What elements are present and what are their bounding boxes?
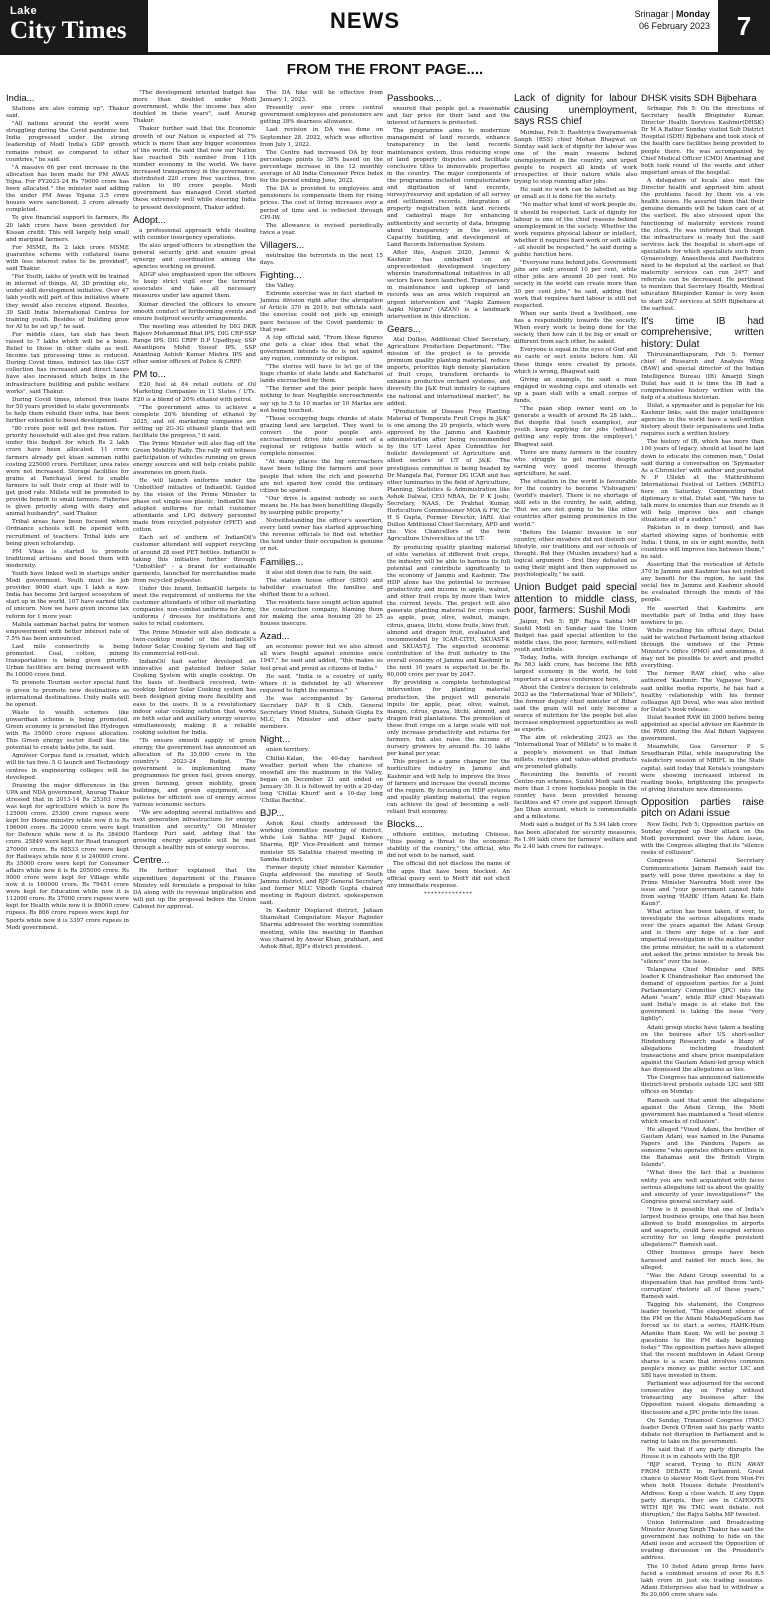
paragraph: the Valley. bbox=[266, 283, 295, 290]
paragraph: "Was the Adani Group essential to a dispensation that has profited from 'anti-corruption' rhetoric all of these years," Ramesh said. bbox=[641, 1272, 764, 1301]
dateline-city: Srinagar bbox=[634, 9, 669, 19]
paragraph: The meeting was attended by DIG DKR Rajeev Mohammad Bhat IPS, DIG CRP SSP Range IPS, DIG CRPF D.P Upadhyay, SSP Awantipora Mohd Yousuf IPS, SSP Anantnag Ashish Kumar Mishra IPS and other senior officers of Police & CRPF. bbox=[133, 323, 256, 366]
paragraph: He was accompanied by General Secretary DAP R S Chib, General Secretary Vinod Mishra, Subash Gupta Ex MLC, Ex Minister and other party members. bbox=[260, 695, 383, 731]
article-heading: Passbooks... bbox=[387, 93, 442, 104]
paragraph: "What does the fact that a business entity you are well acquainted with faces serious allegations tell us about the quality and sincerity of your investigations?" the Congress general secretary said. bbox=[641, 1170, 764, 1205]
paragraph: Ramesh said that amid the allegations against the Adani Group, the Modi government has maintained a "loud silence which smacks of collusion". bbox=[641, 1097, 764, 1125]
paragraph: "Production of Disease Free Planting Material of Temperate Fruit Crops in J&K" is one among the 29 projects, which were approved by the Jammu and Kashmir administration after being recommended by the UT Level Apex Committee for holistic development of Agriculture and allied sectors of UT of J&K. The prestigious committee is being headed by Dr Mangala Rai, Former DG ICAR and has other luminaries in the field of Agriculture, Planning, Statistics & Administration like Ashok Dalwai, CEO NRAA, Dr. P K Joshi, Secretary, NAAS, Dr. Prabhat Kumar, Horticulture Commissioner MOA & FW, Dr. H S Gupta, Former Director, IARI. Atal Dulloo Additional Chief Secretary, APD and the Vice Chancellors of the twin Agriculture Universities of the UT. bbox=[387, 408, 510, 543]
paragraph: "How is it possible that one of India's largest business groups, one that has been allowed to build monopolies in airports and seaports, could have escaped serious scrutiny for so long despite persistent allegations?" Ramesh said. bbox=[641, 1206, 764, 1249]
paragraph: "We are adopting several initiatives and next generation infrastructure for energy transition and security," Oil Minister Hardeep Puri said, adding that the growing energy appetite will be met through a healthy mix of energy sources. bbox=[133, 809, 256, 852]
paragraph: "For Youth, lakhs of youth will be trained in internet of things, AI, 3D printing etc, under skill development initiative. Over 47 lakh youth will part of this initiative where they would also receive stipend. Besides, 30 Skill India International Centres for training youth. Besides of building grow for AI to be set up," he said. bbox=[6, 274, 129, 330]
paragraph: This project is a game changer for the horticulture industry in Jammu and Kashmir and will help to improve the lives of farmers and increase the overall income of the region. By focusing on HDP systems and quality planting material, the region can achieve its goal of becoming a self-reliant fruit economy. bbox=[387, 759, 510, 815]
paragraph: Congress General Secretary Communications Jairam Ramesh said his party will pose three questions a day to Prime Minister Narendra Modi over the issue and "your government cannot hide from saying 'HAHK' (Hum Adani Ke Hain Kaun)". bbox=[641, 858, 764, 907]
paragraph: To give financial support to farmers, Rs 20 lakh crore have been provided for Kissan credit. This will largely help small and marginal farmers. bbox=[6, 215, 129, 243]
paragraph: IndianOil had earlier developed an innovative and patented Indoor Solar Cooking System with single cooktop. On the basis of feedback received, twin-cooktop Indoor Solar Cooking system has been designed giving more flexibility and ease to the users. It is a revolutionary indoor solar cooking solution that works on both solar and auxiliary energy sources simultaneously, making it a reliable cooking solution for India. bbox=[133, 658, 256, 736]
paragraph: He said that if any party disrupts the House it is in cahoots with the BJP. bbox=[641, 1447, 764, 1461]
article-headline: DHSK visits SDH Bijbehara bbox=[641, 93, 757, 104]
paragraph: "BJP scared. Trying to RUN AWAY FROM DEBATE in Parliament. Great chance to skewer Modi Govt from Mon-Fri when both Houses debate President's Address. Keep a close watch. If any Oppn party disrupts, they are in CAHOOTS WITH BJP. We TMC want debate, not disruption," the Rajya Sabha MP tweeted. bbox=[641, 1462, 764, 1518]
paragraph: After this, August 2020, Jammu & Kashmir has embarked on an unprecedented development trajectory wherein transformational initiatives in all sectors have been launched. Transparency in maintenance and upkeep of land records was an area which required an urgent intervention and "Aapki Zameen Aapki Nigrani" (AZAN) is a landmark intervention in this direction. bbox=[387, 249, 510, 320]
paragraph: He said, "India is a country of unity where it is defended by all wherever required to fight the enemies." bbox=[260, 673, 383, 694]
paragraph: Telangana Chief Minister and BRS leader K Chandrashekar Rao endorsed the demand of opposition parties for a Joint Parliamentary Committee (JPC) into the Adani "scam", while BSP chief Mayawati said India's image is at stake but the government is taking the issue "very lightly". bbox=[641, 966, 764, 1023]
paragraph: Tribal areas have been focused where Ordnance schools will be opened with recruitment of teachers. Tribal kids are being given scholarship. bbox=[6, 519, 129, 547]
column-5 bbox=[514, 90, 637, 1168]
paragraph: neutralize the terrorists in the next 15 days. bbox=[260, 252, 383, 266]
column-6 bbox=[641, 90, 764, 1598]
paragraph: Notwithstanding the officer's assertion, every land owner has started approaching the revenue officials to find out whether the land under their occupation is genuine or not. bbox=[260, 518, 383, 553]
paragraph: He further explained that the expenditure department of the Finance Ministry will formulate a proposal to hike DA along with its revenue implication and will put up the proposal before the Union Cabinet for approval. bbox=[133, 868, 256, 910]
paragraph: Union Information and Broadcasting Minister Anurag Singh Thakur has said the government has nothing to hide on the Adani issue and accused the Opposition of evading discussion on the President's address. bbox=[641, 1519, 764, 1562]
paragraph: While recalling his official days, Dulat said he watched Parliament being attacked through the windows of the Prime Minister's Office (PMO) and sometimes, it may not be possible to avert and predict everything. bbox=[641, 627, 764, 670]
paragraph: There are many farmers in the country who struggle to get married despite earning very good income through agriculture, he said. bbox=[514, 449, 637, 477]
article-heading: Blocks... bbox=[387, 819, 423, 831]
paragraph: Last mile connectivity is being promoted. Coal, cotton, mining transportation is being given priority. Urban facilities are being increased with Rs 10000 crore fund. bbox=[6, 643, 129, 679]
paragraph: ensured that people get a reasonable and fair price for their land and the interest of farmers is protected. bbox=[387, 106, 510, 127]
article-heading: PM to... bbox=[133, 369, 166, 381]
paragraph: "The paan shop owner went on to generate a wealth of around Rs 28 lakh... But despite that (such examples), our youth keep applying for jobs (without getting any reply from the employer)," Bhagwat said. bbox=[514, 406, 637, 448]
paragraph: E20 fuel at 84 retail outlets of Oil Marketing Companies in 11 States / UTs. E20 is a blend of 20% ethanol with petrol. bbox=[133, 382, 256, 403]
column-2 bbox=[133, 90, 256, 1168]
paragraph: Srinagar, Feb 5: On the directions of Secretary health Bhupinder Kumar, Director Health Services Kashmir(DHSK) Dr M A Rather Sunday visited Sub District Hospital (SDH) Bijbehara and took stock of the health care facilities being provided to people there. He was accompanied by Chief Medical Officer (CMO) Anantnag and both took round of the wards and other important areas of the hospital. bbox=[641, 106, 764, 176]
paragraph: Tagging his statement, the Congress leader tweeted, "The eloquent silence of the PM on the Adani MahaMegaScam has forced us to start a series, HAHK-Hum Adanike Hain Kaun. We will be posing 3 questions to the PM daily beginning today." The opposition parties have alleged that the recent meltdown in Adani Group shares is a scam that involves common people's money as public sector LIC and SBI have invested in them. bbox=[641, 1302, 764, 1380]
dateline: Srinagar | Monday 06 February 2023 bbox=[634, 9, 710, 31]
article-heading: India... bbox=[6, 93, 35, 104]
paragraph: Last revision in DA was done on September 28, 2022, which was effective from July 1, 2022. bbox=[260, 127, 383, 148]
section-title: NEWS bbox=[330, 8, 400, 33]
paragraph: "Our drive is against nobody so such means be. He has been benefitting illegally by usurping public property." bbox=[260, 495, 383, 516]
paragraph: The DA hike will be effective from January 1, 2023. bbox=[260, 90, 383, 104]
paragraph: About the Centre's decision to celebrate 2023 as the "International Year of Millets", the former deputy chief minister of Bihar said the grain will not only become a source of nutrition for the people but also increase employment opportunities as well as exports. bbox=[514, 684, 637, 734]
paragraph: Atal Dulloo, Additional Chief Secretary, Agriculture Production Department: "The mission of the project is to provide premium quality planting material, reduce imports, prioritize high density plantation of fruit crops, transform orchards to enhance productive orchard systems, and diversify the J&K fruit industry to capture the national and international market", he added. bbox=[387, 336, 510, 407]
column-1 bbox=[6, 90, 129, 1168]
paragraph: Waste to wealth schemes like gowardhan scheme is being promoted. Green economy is promoted like Hydrogen with Rs 35000 crore rupees allocation. This Green energy sector itself has the potential to create lakhs jobs, he said. bbox=[6, 709, 129, 752]
section-kicker: FROM THE FRONT PAGE.... bbox=[0, 52, 770, 86]
paragraph: By providing a complete technological intervention for planting material production, the project will generate inputs for apple, pear, olive, walnut, mango, citrus, guava, litchi, almond, and dragon fruit plantations. The promotion of these fruit crops on a large scale will not only increase productivity and returns for farmers, but also raise the income of nursery growers by around Rs. 10 lakhs per kanal per year. bbox=[387, 680, 510, 758]
paragraph: The official did not disclose the name of the apps that have been blocked. An official query sent to MeitY did not elicit any immediate response. bbox=[387, 861, 510, 889]
paragraph: Adani group stocks have taken a beating on the bourses after US short-seller Hindenburg Research made a litany of allegations including fraudulent transactions and share price manipulation against the Gautam Adani-led group which has dismissed the allegations as lies. bbox=[641, 1024, 764, 1074]
paragraph: Stations are also coming up", Thakur said. bbox=[6, 106, 129, 120]
paragraph: Pakistan is in deep turmoil, and has started showing signs of bonhomie with India. I think, in six or eight months, both countries will improve ties between them," he said. bbox=[641, 525, 764, 560]
paragraph: The residents have sought action against the construction company, blaming them for making the area housing 20 to 25 houses insecure. bbox=[260, 599, 383, 628]
paragraph: The aim of celebrating 2023 as the "International Year of Millets" is to make it a people's movement so that Indian millets, recipes and value-added products are promoted globally. bbox=[514, 735, 637, 770]
paragraph: He alleged "Vinod Adani, the brother of Gautam Adani, was named in the Panama Papers and the Pandora Papers as someone "who operates offshore entities in the Bahamas and the British Virgin Islands". bbox=[641, 1126, 764, 1169]
paragraph: "Those occupying huge chunks of state grazing land are targeted. They want to convert the poor people anti-encroachment drive into some sort of a regional or religious battle which is complete nonsense. bbox=[260, 415, 383, 458]
article-headline: Opposition parties raise pitch on Adani issue bbox=[641, 796, 764, 820]
paragraph: "A massive 66 per cent increase in the allocation has been made for PM AWAS Yojna. For FY2023-24 Rs 79000 crore has been allocated." the minister said adding the under PM Awas Yojana 3.5 crore houses were sanctioned, 3 crore already completed. bbox=[6, 164, 129, 214]
paragraph: The Prime Minister will also dedicate a twin-cooktop model of the IndianOil's Indoor Solar Cooking System and flag off its commercial roll-out. bbox=[133, 629, 256, 657]
dateline-date: 06 February 2023 bbox=[638, 21, 710, 31]
paragraph: Extreme exercise was in fact started in Jammu division right after the abrogation of Article 370 in 2019, but officials said, the exercise could not pick up enough pace because of the Covid pandemic in that year. bbox=[260, 291, 383, 333]
paragraph: ADGP also emphasized upon the officers to keep strict vigil over the terrorist associates and take all necessary measures under law against them. bbox=[133, 272, 256, 300]
logo-small-text: Lake bbox=[10, 5, 38, 17]
paragraph: The allowance is revised periodically twice a year. bbox=[260, 222, 383, 236]
paragraph: On Sunday, Trinamool Congress (TMC) leader Derek O'Brien said his party wants debate not disruption in Parliament and is raring to take on the government. bbox=[641, 1417, 764, 1445]
paragraph: offshore entities, including Chinese, "thus posing a threat to the economic stability of the country," the official, who did not wish to be named, said. bbox=[387, 832, 510, 860]
paragraph: an economic power but we also almost all wars fought against enemies since 1947," he said and added, "this makes us feel great and proud as citizens of India." bbox=[260, 644, 383, 672]
paragraph: Everyone is equal in the eyes of God and no caste or sect exists before him. All these things were created by priests, which is wrong, Bhagwat said. bbox=[514, 347, 637, 375]
paragraph: What action has been taken, if ever, to investigate the serious allegations made over the years against the Adani Group and is there any hope of a fair and impartial investigation in the matter under the prime minister, he said in a statement and asked the prime minister to break his "silence" over the issue. bbox=[641, 909, 764, 965]
paragraph: The history of IB, which has more than 100 years of legacy, should at least be laid down to educate the common man," Dulat said during a conversation on 'Spymaster As a Chronicler' with author and journalist N P Ullekh at the Mathrubhumi International Festival of Letters (MBIFL) here on Saturday. Commenting that diplomacy is vital, Dulat said, "We have to talk more to enemies than our friends as it will help improve ties and change situations all of a sudden." bbox=[641, 439, 764, 524]
paragraph: The programme aims to modernize management of land records, enhance transparency in the land records maintenance system, thus reducing scope of land property disputes and facilitate conclusive titles to immovable properties in the country. The major components of the programme included computerization and digitization of land records, survey/resurvey and updation of all survey and settlement records, integration of property registration with land records and cadastral maps for enhancing authenticity and security of data, bringing about transparency in the system. Capacity building, and development of Land Records Information System. bbox=[387, 128, 510, 248]
paragraph: When our sants lived a livelihood, one has a responsibility towards the society. When every work is being done for the society, then how can it be big or small or different from each other, he asked. bbox=[514, 310, 637, 346]
paragraph: "At many places the big encroachers have been telling the farmers and poor people that when the rich and powerful are not spared how could the ordinary citizen be spared. bbox=[260, 459, 383, 494]
paragraph: Presently over one crore central government employees and pensioners are getting 38% dearness allowance. bbox=[260, 105, 383, 126]
paragraph: Jaipur, Feb 5: BJP Rajya Sabha MP Sushil Modi on Sunday said the Union Budget has paid special attention to the middle class, the poor, farmers, self-reliant youth and tribals. bbox=[514, 618, 637, 654]
paragraph: Mumbai, Feb 5: Rashtriya Swayamsevak Sangh (RSS) chief Mohan Bhagwat on Sunday said lack of dignity for labour was one of the main reasons behind unemployment in the country, and urged people to respect all kinds of work irrespective of their nature while also trying to stop running after jobs. bbox=[514, 129, 637, 186]
paragraph: Dulat, a spymaster and is popular for his Kashmir links, said the major intelligence agencies in the world have a well-written history about their organisations and India requires such a written history. bbox=[641, 402, 764, 438]
paragraph: New Delhi, Feb 5: Opposition parties on Sunday stepped up their attack on the Modi government over the Adani issue, with the Congress alleging that its "silence reeks of collusion". bbox=[641, 821, 764, 857]
paragraph: "To ensure smooth supply of green energy, the government has announced an allocation of Rs 35,000 crore in the country's 2023-24 Budget. The government is implementing many programmes for green fuel, green energy, green farming, green mobility, green buildings, and green equipment, and policies for efficient use of energy across various economic sectors. bbox=[133, 737, 256, 808]
masthead bbox=[0, 0, 770, 52]
paragraph: Recounting the benefits of recent Centre-run schemes, Sushil Modi said that more than 3 crore homeless people in the country have been provided housing facilities and 47 crore got support through Jan Dhan account, which is commendable and a milestone. bbox=[514, 771, 637, 821]
paragraph: Thiruvananthapuram, Feb 5: Former chief of Research and Analysis Wing (RAW) and special director of the Indian Intelligence Bureau (IB) Amarjit Singh Dulat has said it is time the IB had a comprehensive history written with the help of a studious historian. bbox=[641, 352, 764, 401]
paragraph: "The government aims to achieve a complete 20% blending of ethanol by 2025, and oil marketing companies are setting up 2G-3G ethanol plants that will facilitate the progress," it said. bbox=[133, 404, 256, 440]
paragraph: Drawing the major differences in the UPA and NDA government, Anurag Thakur stressed that in 2013-14 Rs 25303 crore was kept for agriculture which is now Rs 125000 crore. 25300 crore rupees were kept for Home ministry while now it is Rs 196000 crore. Rs 20000 crore were kept for Defence while now it is Rs 384000 crore. 25849 were kept for Road transport 270000 crore. Rs 68533 crore were kept for Railways while now it is 240000 crore. Rs 35000 crore were kept for Consumer affairs while now it is Rs 205000 crore. Rs 9000 crore were kept for Village while now it is 160000 crore. Rs 79451 crore were kept for Education while now it is 112000 crore. Rs 37000 crore rupees were kept for Health while now it is 89000 crore rupees. Rs 866 crore rupees were kept for Sports while now it is 3397 crore rupees in Modi government. bbox=[6, 782, 129, 931]
article-heading: Families... bbox=[260, 556, 304, 568]
paragraph: Thakur further said that the Economic growth of our Nation is expected at 7% which is more than any bigger economies of the world. He said that now our Nation has reached 5th number from 11th number economy in the world. We have increased transparency in the governance, distributed 220 crore free vaccines, free ration to 80 crore people. Modi government has managed Covid started these extremely well while steering India to present development, Thakur added. bbox=[133, 126, 256, 211]
paragraph: The DA is provided to employees and pensioners to compensate them for rising prices. The cost of living increases over a period of time and is reflected through CPI-IW. bbox=[260, 186, 383, 221]
paragraph: By producing quality planting material of elite varieties of different fruit crops, the industry will be able to harness its full potential and contribute significantly to the economy of Jammu and Kashmir. The HDP alone has the potential to increase productivity and income in apple, walnut, and other fruit crops by more than twice the current levels. The project will also generate planting material for crops such as apple, pear, olive, walnut, mango, citrus, guava, litchi, stone fruits, kiwi fruit, almond and dragon fruit, evaluated and recommended by ICAR-CITH, SKUAST-K and SKUAST-J. The expected economic contribution of the fruit industry to the overall economy of Jammu and Kashmir in the next 10 years is expected to be Rs. 60,000 crore per year by 2047. bbox=[387, 544, 510, 679]
article-heading: Azad... bbox=[260, 631, 290, 643]
paragraph: For MSME, Rs 2 lakh crore MSME guarantee scheme with collateral loans with less interest rates to be provided", said Thakur. bbox=[6, 244, 129, 273]
paragraph: Mahila samman bachat patra for women empowerment with better interest rate of 7.5% has been announced. bbox=[6, 621, 129, 642]
paragraph: The situation in the world is favourable for the country to become 'Vishvaguru' (world's master). There is no shortage of skill sets in the country, he said, adding, "But we are not going to be like other countries after gaining prominence in the world." bbox=[514, 479, 637, 528]
paragraph: In Kashmir Displaced district, Jahaan Shamshad Computation Mayor Rajinder Sharma addressed the working committee meeting, while the meeting in Ramban was chaired by Anwar Khan, prabhari, and Ashok Bhat, BJP's district president. bbox=[260, 908, 383, 950]
end-mark: ************** bbox=[424, 890, 473, 897]
paragraph: A top official said, "From these figures one gets a clear idea that what the government intends to do is not against any region, community or religion. bbox=[260, 334, 383, 362]
article-heading: Gears... bbox=[387, 323, 421, 335]
paragraph: "The development oriented budget has more than doubled under Modi government, while the income has also doubled in these years", said Anurag Thakur. bbox=[133, 90, 256, 125]
paragraph: Parliament was adjourned for the second consecutive day on Friday without transacting any business after the Opposition raised slogans demanding a discussion and a JPC probe into the issue. bbox=[641, 1381, 764, 1416]
column-4 bbox=[387, 90, 510, 1168]
article-headline: It's time IB had comprehensive, written history: Dulat bbox=[641, 315, 764, 350]
paragraph: He will launch uniforms under the 'Unbottled' initiative of IndianOil. Guided by the vision of the Prime Minister to phase out single-use plastic, IndianOil has adopted uniforms for retail customer attendants and LPG delivery personnel made from recycled polyester (rPET) and cotton. bbox=[133, 477, 256, 534]
logo-title: City Times bbox=[10, 17, 127, 44]
paragraph: He said no work can be labelled as big or small as it is done for the society. bbox=[514, 187, 637, 201]
article-heading: Adopt... bbox=[133, 214, 166, 226]
article-heading: Villagers... bbox=[260, 239, 305, 251]
paragraph: Youth have linked well in startups under Modi government. Youth must be job provider. 9000 start ups 1 lakh a now. India has become 3rd largest ecosystem of start up in the world. 107 have earned title of unicorn. Now we have given income tax reform for 1 more year. bbox=[6, 571, 129, 620]
paragraph: Each set of uniform of IndianOil's customer attendant will support recycling of around 28 used PET bottles. IndianOil is taking this initiative further through "Unbottled" - a brand for sustainable garments, launched for merchandise made from recycled polyester. bbox=[133, 535, 256, 584]
paragraph: Today, India, with foreign exchange of Rs 563 lakh crore, has become the fifth largest economy in the world, he told reporters at a press conference here. bbox=[514, 655, 637, 683]
page-number: 7 bbox=[718, 0, 770, 52]
paragraph: The Prime Minister will also flag off the Green Mobility Rally. The rally will witness participation of vehicles running on green energy sources and will help create public awareness on green fuels. bbox=[133, 441, 256, 476]
paragraph: The station house officer (SHO) and tahsildar evacuated the families and shifted them to a school. bbox=[260, 577, 383, 598]
article-heading: Fighting... bbox=[260, 270, 302, 282]
article-heading: Centre... bbox=[133, 855, 170, 867]
article-headline: Union Budget paid special attention to middle class, poor, farmers: Sushil Modi bbox=[514, 582, 637, 617]
paragraph: Chillai-Kalan, the 40-day harshest weather period when the chances of snowfall are the maximum in the Valley, began on December 21 and ended on January 30. It is followed by with a 20-day long 'Chillai Khurd' and a 10-day long 'Chillai Bachha'. bbox=[260, 755, 383, 805]
newspaper-logo bbox=[0, 0, 148, 52]
paragraph: Dulat headed RAW till 2000 before being appointed as special advisor on Kashmir in the PMO during the Atal Bihari Vajpayee government. bbox=[641, 714, 764, 743]
paragraph: Kumar directed the officers to ensure smooth conduct of forthcoming events and ensure foolproof security arrangements. bbox=[133, 301, 256, 322]
paragraph: "The former and the poor people have nothing to fear. Negligible encroachments say up to 5 to 10 marlas or 10 Marlas are not being touched. bbox=[260, 386, 383, 414]
paragraph: He asserted that Kashmiris are inevitable part of India and they have nowhere to go. bbox=[641, 605, 764, 626]
article-headline: Lack of dignity for labour causing unemployment, says RSS chief bbox=[514, 93, 637, 127]
paragraph: The Centre had increased DA by four percentage points to 38% based on the percentage increase in the 12 monthly average of All India Consumer Price Index for the period ending June, 2022. bbox=[260, 149, 383, 185]
paragraph: Under this brand, IndianOil targets to meet the requirement of uniforms for the customer attendants of other oil marketing companies, non-combat uniforms for Army, uniforms / dresses for institutions and sales to retail customers. bbox=[133, 586, 256, 628]
paragraph: it also slid down due to rain, the said. bbox=[266, 569, 373, 576]
paragraph: "Everyone runs behind jobs. Government jobs are only around 10 per cent, while other jobs are around 20 per cent. No society in the world can create more than 30 per cent jobs," he said, adding that work that requires hard labour is still not respected. bbox=[514, 260, 637, 309]
article-heading: Night... bbox=[260, 734, 291, 746]
dateline-day: Monday bbox=[675, 9, 710, 19]
paragraph: A delegation of locals also met the Director health and apprised him about the problems faced by them vis a vis health issues. He assured them that their genuine demands will be taken care of at the earliest. He also stressed upon the functioning of maternity services round the clock. He was informed that though the infrastructure is ready but the said services lack the hospital is short-age of specialists for which specialists such from Gynaecology, Anaesthesia and Paediatrics need to be deputed at the earliest so that maternity services can run 24*7 and referrals can be decreased. He pertinent to mention that Secretary Health, Medical education Bhupinder Kumar is very keen to start 24/7 services at SDH Bijbehara at the earliest. bbox=[641, 177, 764, 312]
paragraph: Meanwhile, Goa Governor P S Sreedharan Pillai, while inaugurating the valedictory session of MBIFL in the State capital, said today that Kerala's youngsters were showing increased interest in reading books, brightening the prospects of giving literature new dimensions. bbox=[641, 744, 764, 793]
paragraph: "80 crore poor will get free ration. For priority household will also get free ration under this budget for which Rs 2 lakh crore have been allocated. 11 crore farmers already get kisan samman nidhi costing 225000 crore. Fertilizer, urea rates were not increased. Storage facilities for grains at Panchayat level to enable farmers to sell their crop at their will to get good rate. Millets will be promoted to provide benefit to small farmers. Fisheries is given priority along with dairy and animal husbandry", said Thakur. bbox=[6, 426, 129, 518]
paragraph: "The stories will have to let go of the huge chunks of state lands and Kahcharai lands encroached by them. bbox=[260, 364, 383, 385]
paragraph: For middle class, tax slab has been raised to 7 lakhs which will be a boon. Relief to those in other slabs as well. Income tax processing time is reduced. During Covid times, indirect tax like GST collection has increased and direct taxes have also increased which helps in the infrastructure building and public welfare works", said Thakur. bbox=[6, 331, 129, 395]
paragraph: Modi said a budget of Rs 5.94 lakh crore has been allocated for security measures, Rs 1.99 lakh crore for farmers' welfare and Rs 2.40 lakh crore for railways. bbox=[514, 822, 637, 850]
paragraph: PM Vikas is started to promote traditional artisans and boost them with modernity. bbox=[6, 548, 129, 569]
paragraph: He also urged officers to strengthen the general security grid and ensure great synergy and coordination among the agencies working on ground. bbox=[133, 242, 256, 271]
paragraph: The Congress has announced nationwide district-level protests outside LIC and SBI offices on Monday. bbox=[641, 1075, 764, 1096]
paragraph: a professional approach while dealing with counter insurgency operations. bbox=[133, 227, 256, 241]
paragraph: "All nations around the world were struggling during the Covid pandemic but India progressed under the strong leadership of Modi India's GDP growth remains robust as compared to other countries," he said. bbox=[6, 121, 129, 163]
paragraph: "No matter what kind of work people do, it should be respected. Lack of dignity for labour is one of the chief reasons behind unemployment in the society. Whether the work requires physical labour or intellect, whether it requires hard work or soft skills - all should be respected," he said during a public function here. bbox=[514, 202, 637, 259]
paragraph: Asserting that the revocation of Article 370 in Jammu and Kashmir has not yielded any benefit for the region, he said the social ties in Jammu and Kashmir should be evaluated through the minds of the people. bbox=[641, 561, 764, 604]
paragraph: Ashok Koul chiefly addressed the working committee meeting of district, while Lok Sabha MP Jugal Kishore Sharma, BJP Vice-President and former minister SS Salathia chaired meeting in Samba district. bbox=[260, 821, 383, 863]
paragraph: The 10 listed Adani group firms have faced a combined erosion of over Rs 8.5 lakh crore in just six trading sessions. Adani Enterprises also had to withdraw a Rs 20,000 crore share sale. bbox=[641, 1563, 764, 1598]
paragraph: Agniveer Corpus fund is created, which will be tax free. 5 G launch and Technology centres in engineering colleges will be developed. bbox=[6, 753, 129, 781]
paragraph: union territory. bbox=[266, 747, 309, 754]
article-heading: BJP... bbox=[260, 808, 285, 820]
column-3 bbox=[260, 90, 383, 1168]
paragraph: The former RAW chief, who also authored 'Kashmir: The Vajpayee Years', said unlike media reports, he has had a healthy relationship with his former colleague Ajit Doval, who was also invited for Dulat's book release. bbox=[641, 671, 764, 713]
paragraph: To promote Tourism sector special fund is given to promote new destinations as international destinations. Unity malls will be opened. bbox=[6, 680, 129, 708]
paragraph: Other business groups have been harassed and raided for much less, he alleged. bbox=[641, 1250, 764, 1271]
paragraph: During Covid times, interest free loans for 50 years provided to state governments to help them rebuild their infra, has been further extended to boost development. bbox=[6, 396, 129, 425]
paragraph: "Before the Islamic invasion in our country, other invaders did not disturb our lifestyle, our traditions and our schools of thought. But they (Muslim invaders) had a logical argument - first they defeated us using their might and then suppressed us psychologically," he said. bbox=[514, 529, 637, 579]
paragraph: Giving an example, he said a man engaged in washing cups and utensils set up a paan stall with a small corpus of funds. bbox=[514, 376, 637, 404]
paragraph: Former deputy chief minister Kavinder Gupta addressed the meeting of South Jammu district, and BJP General Secretary and former MLC Vibodh Gupta chaired meeting in Rajouri district, spokesperson said. bbox=[260, 864, 383, 907]
